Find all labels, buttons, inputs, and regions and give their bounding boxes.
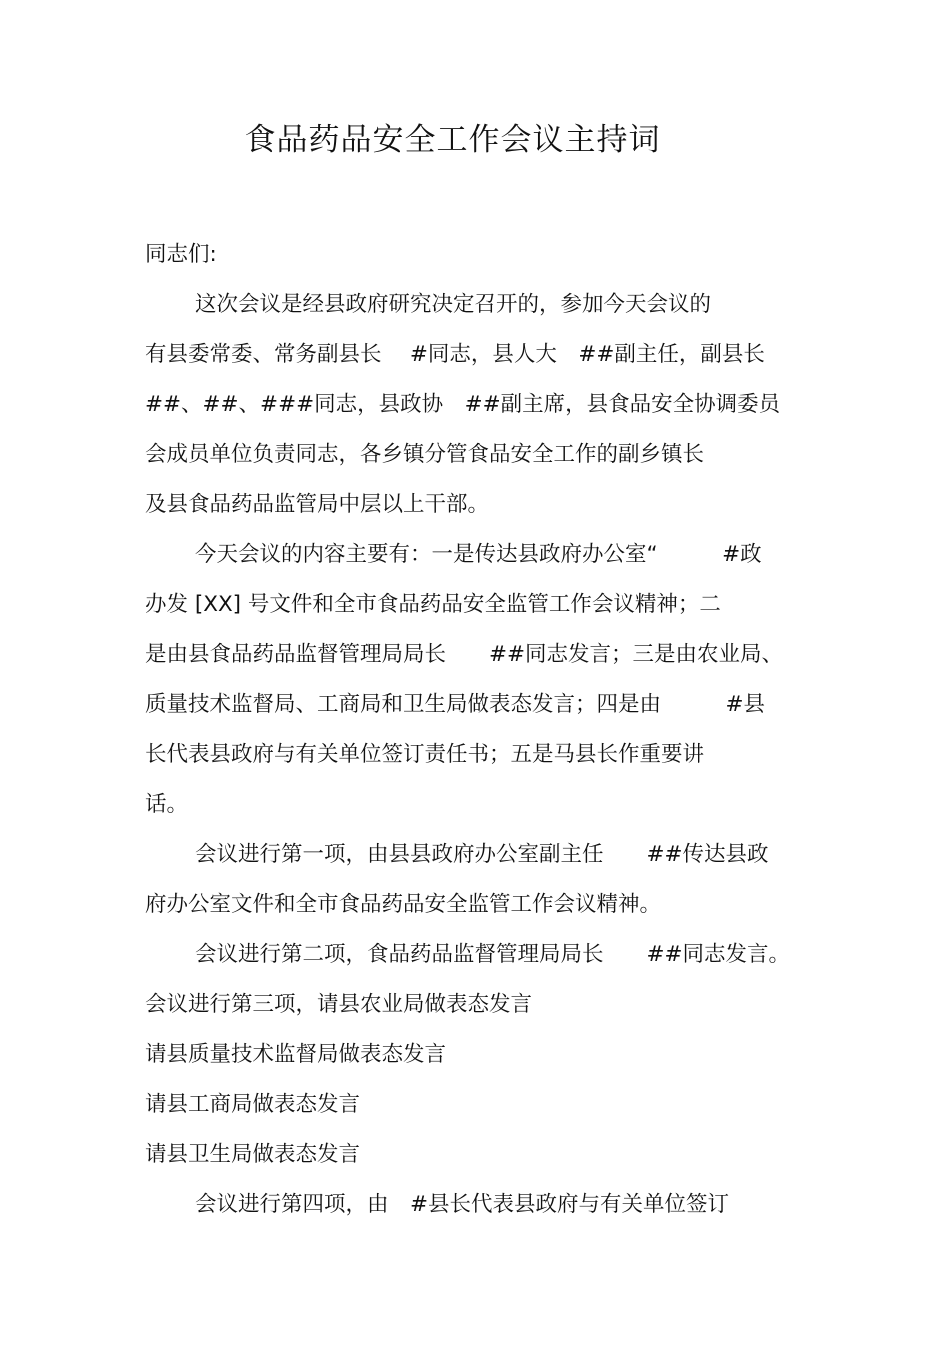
text-line: 话。 xyxy=(145,792,189,817)
text-line: 府办公室文件和全市食品药品安全监管工作会议精神。 xyxy=(145,892,662,917)
text-line: 质量技术监督局、工商局和卫生局做表态发言；四是由 #县 xyxy=(145,692,766,717)
text-line: 请县质量技术监督局做表态发言 xyxy=(145,1042,447,1067)
text-line: 会议进行第二项，食品药品监督管理局局长 ##同志发言。 xyxy=(195,942,791,967)
text-line: 会成员单位负责同志，各乡镇分管食品安全工作的副乡镇长 xyxy=(145,442,705,467)
text-line: 及县食品药品监管局中层以上干部。 xyxy=(145,492,490,517)
text-line: 会议进行第三项，请县农业局做表态发言 xyxy=(145,992,533,1017)
text-line: 这次会议是经县政府研究决定召开的，参加今天会议的 xyxy=(195,292,712,317)
text-line: 有县委常委、常务副县长 #同志，县人大 ##副主任，副县长 xyxy=(145,342,765,367)
text-line: 同志们: xyxy=(145,242,217,267)
text-line: 长代表县政府与有关单位签订责任书；五是马县长作重要讲 xyxy=(145,742,705,767)
text-line: 会议进行第一项，由县县政府办公室副主任 ##传达县政 xyxy=(195,842,769,867)
text-line: 请县卫生局做表态发言 xyxy=(145,1142,361,1167)
text-line: 会议进行第四项，由 #县长代表县政府与有关单位签订 xyxy=(195,1192,730,1217)
document-title: 食品药品安全工作会议主持词 xyxy=(244,122,661,158)
text-line: ##、##、###同志，县政协 ##副主席，县食品安全协调委员 xyxy=(145,392,781,417)
text-line: 请县工商局做表态发言 xyxy=(145,1092,361,1117)
text-line: 办发 [XX] 号文件和全市食品药品安全监管工作会议精神；二 xyxy=(145,592,721,617)
text-line: 今天会议的内容主要有：一是传达县政府办公室“ #政 xyxy=(195,542,762,567)
text-line: 是由县食品药品监督管理局局长 ##同志发言；三是由农业局、 xyxy=(145,642,784,667)
